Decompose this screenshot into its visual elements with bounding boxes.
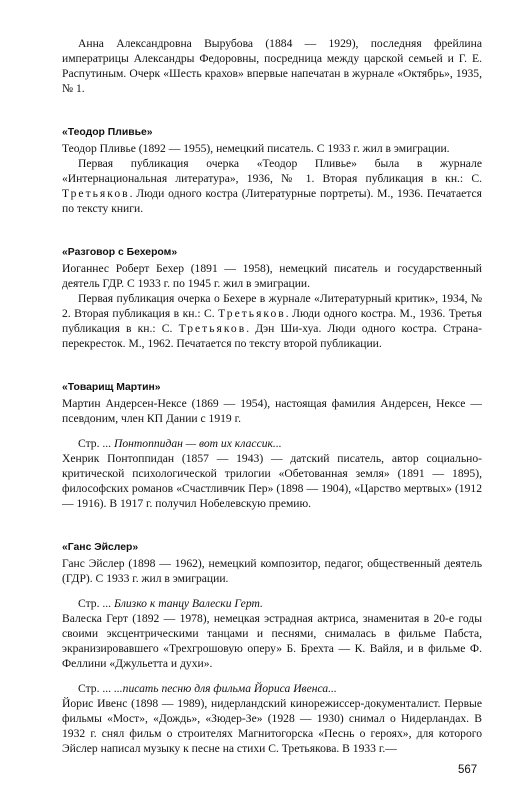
intro-paragraph: Анна Александровна Вырубова (1884 — 1929), последняя фрейлина императрицы Александры Федоровны, посредница между царской семьей и Г. Е. Распутиным. Очерк «Шесть крахов» впервые напечатан в журнале «Октябрь», 1935, № 1. [62,37,482,95]
eisler-bio: Ганс Эйслер (1898 — 1962), немецкий композитор, педагог, общественный деятель (ГДР). С 1933 г. жил в эмиграции. [62,557,482,585]
section-title-pliever: «Теодор Пливье» [62,127,153,138]
martin-note-ref: Стр. ... Понтоппидан — вот их классик... [78,437,282,450]
section-eisler [62,540,482,756]
section-title-becher: «Разговор с Бехером» [62,247,178,258]
author-name: Третьяков [178,322,247,335]
section-title-eisler: «Ганс Эйслер» [62,542,139,553]
eisler-note-ref-1: Стр. ... Близко к танцу Валески Герт. [78,597,263,610]
page-body [62,36,482,756]
section-pliever [62,125,482,216]
eisler-note-ref-2: Стр. ... ...писать песню для фильма Йориса Ивенса... [78,682,337,695]
martin-bio: Мартин Андерсен-Нексе (1869 — 1954), настоящая фамилия Андерсен, Нексе — псевдоним, член КП Дании с 1919 г. [62,397,482,425]
pliever-publication: Первая публикация очерка «Теодор Пливье» была в журнале «Интернациональная литература», 1936, № 1. Вторая публикация в кн.: С. Третьяков. Люди одного костра (Литературные портреты). М., 1936. Печатается по тексту книги. [62,157,482,215]
becher-publication: Первая публикация очерка о Бехере в журнале «Литературный критик», 1934, № 2. Вторая публикация в кн.: С. Третьяков. Люди одного костра. М., 1936. Третья публикация в кн.: С. Третьяков. Дэн Ши-хуа. Люди одного костра. Страна-перекресток. М., 1962. Печатается по тексту второй публикации. [62,292,482,350]
section-becher [62,245,482,351]
becher-bio: Иоганнес Роберт Бехер (1891 — 1958), немецкий писатель и государственный деятель ГДР. С 1933 г. по 1945 г. жил в эмиграции. [62,262,482,290]
pliever-bio: Теодор Пливье (1892 — 1955), немецкий писатель. С 1933 г. жил в эмиграции. [62,142,450,155]
pontoppidan-bio: Хенрик Понтоппидан (1857 — 1943) — датский писатель, автор социально-критической психологической трилогии «Обетованная земля» (1891 — 1895), философских романов «Счастливчик Пер» (1898 — 1904), «Царство мертвых» (1912 — 1916). В 1917 г. получил Нобелевскую премию. [62,452,482,510]
ivens-bio: Йорис Ивенс (1898 — 1989), нидерландский кинорежиссер-документалист. Первые фильмы «Мост», «Дождь», «Зюдер-Зе» (1928 — 1930) снимал о Нидерландах. В 1932 г. снял фильм о строителях Магнитогорска «Песнь о героях», для которого Эйслер написал музыку к песне на стихи С. Третьякова. В 1933 г.— [62,697,482,755]
author-name: Третьяков [218,307,286,320]
section-title-martin: «Товарищ Мартин» [62,382,161,393]
gert-bio: Валеска Герт (1892 — 1978), немецкая эстрадная актриса, знаменитая в 20-е годы своими эксцентрическими танцами и песнями, снималась в фильме Пабста, экранизировавшего «Трехгрошовую оперу» Б. Брехта — К. Вайля, и в фильме Ф. Феллини «Джульетта и духи». [62,612,482,670]
page-number: 567 [458,764,478,776]
section-martin [62,380,482,511]
author-name: Третьяков [62,187,130,200]
